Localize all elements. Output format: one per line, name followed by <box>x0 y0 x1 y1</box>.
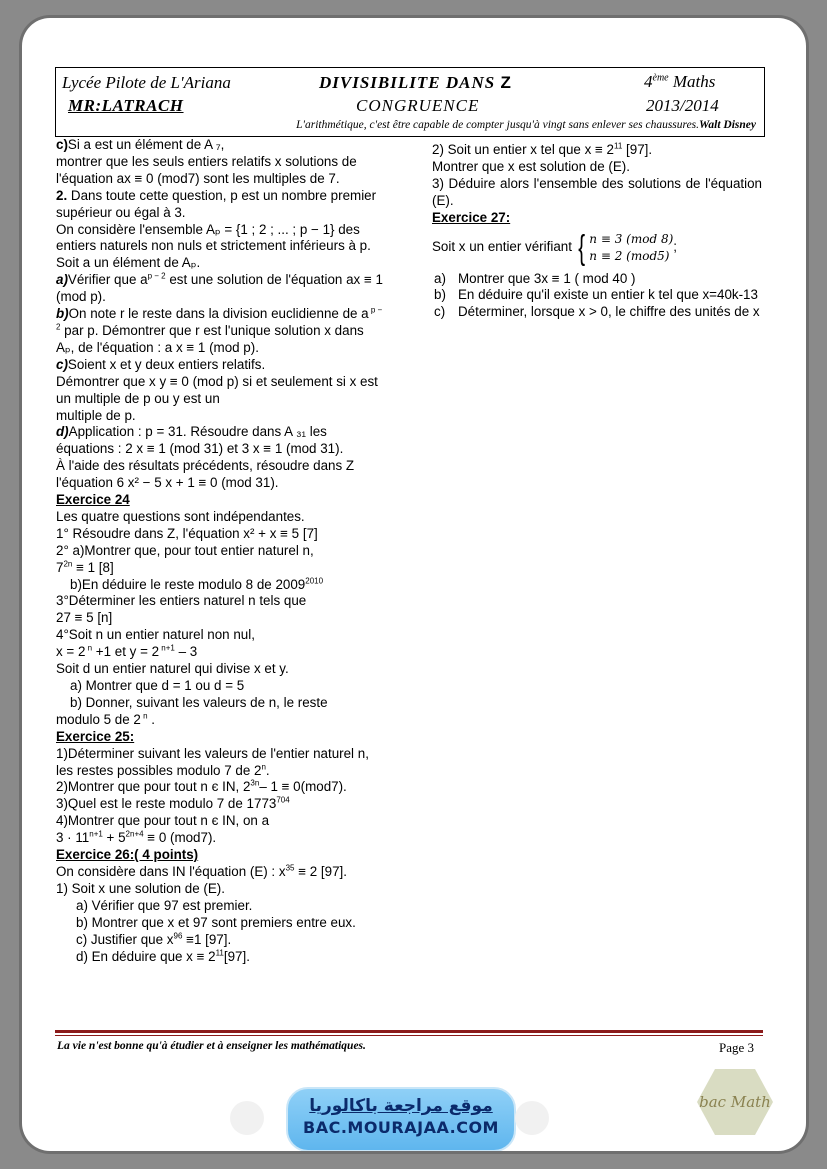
label: d) <box>56 424 69 440</box>
title-text: DIVISIBILITE DANS <box>319 73 496 92</box>
text-line: b) Montrer que x et 97 sont premiers entre eux. <box>76 914 356 930</box>
banner-arabic: موقع مراجعة باكالوريا <box>309 1096 493 1116</box>
text: ≡ 0 (mod7). <box>143 830 217 846</box>
document-header <box>55 67 765 137</box>
text: 3 · 11 <box>56 830 90 846</box>
school-name: Lycée Pilote de L'Ariana <box>62 73 231 92</box>
text-line <box>56 712 384 729</box>
system-intro: Soit x un entier vérifiant <box>432 239 572 255</box>
text-line <box>56 644 384 661</box>
text: ≡1 [97]. <box>182 931 232 947</box>
text-line: Les quatre questions sont indépendantes. <box>56 508 305 524</box>
left-brace-icon: { <box>578 228 586 267</box>
label: b) <box>56 306 69 322</box>
bac-math-badge-icon <box>695 1067 775 1137</box>
document-title <box>319 73 512 93</box>
text-line: l'équation ax ≡ 0 (mod7) sont les multiples de 7. <box>56 170 340 186</box>
page-sheet <box>22 18 806 1151</box>
text-line <box>56 949 384 966</box>
grade-label <box>644 72 715 92</box>
label: 2. <box>56 187 68 203</box>
text-line <box>56 357 384 374</box>
text-line: 3) Déduire alors l'ensemble des solutions de l'équation (E). <box>432 175 762 208</box>
sup: 3n <box>250 778 260 788</box>
footer-divider-thin <box>55 1035 763 1036</box>
sup: 704 <box>276 795 290 805</box>
text: [97]. <box>223 948 250 964</box>
sup: p − 2 <box>147 271 166 281</box>
text-line <box>56 796 384 813</box>
text: – 1 ≡ 0(mod7). <box>259 779 347 795</box>
document-subtitle: CONGRUENCE <box>356 96 480 115</box>
header-quote <box>296 119 756 131</box>
item-text: En déduire qu'il existe un entier k tel que x=40k-13 <box>458 287 758 303</box>
badge-text: bac Math <box>699 1093 771 1111</box>
text: Si a est un élément de A ₇, <box>67 137 225 152</box>
text: On note r le reste dans la division euclidienne de a <box>68 306 369 322</box>
text: +1 et y = 2 <box>92 644 160 660</box>
grade-subject: Maths <box>672 72 716 91</box>
teacher-name: MR:LATRACH <box>68 96 184 115</box>
text-line: Soit d un entier naturel qui divise x et y. <box>56 661 289 677</box>
text-line: a) Vérifier que 97 est premier. <box>76 897 253 913</box>
text-line <box>56 306 384 357</box>
quote-text: L'arithmétique, c'est être capable de compter jusqu'à vingt sans enlever ses chaussures. <box>296 119 700 131</box>
school-year: 2013/2014 <box>646 96 719 115</box>
text: c) Justifier que x <box>76 931 174 947</box>
left-column <box>56 137 384 965</box>
text: x = 2 <box>56 644 86 660</box>
sup: n <box>85 643 93 653</box>
text: 1)Déterminer suivant les valeurs de l'entier naturel n, les restes possibles modulo 7 de 2 <box>56 745 369 778</box>
text-line: 1) Soit x une solution de (E). <box>56 880 225 896</box>
text: d) En déduire que x ≡ 2 <box>76 948 216 964</box>
sup: n <box>261 762 266 772</box>
text: 2) Soit un entier x tel que x ≡ 2 <box>432 142 614 157</box>
list-item <box>432 304 762 321</box>
text-line: b) Donner, suivant les valeurs de n, le reste <box>70 694 328 710</box>
exercise-25-title: Exercice 25: <box>56 728 135 744</box>
exercise-24-title: Exercice 24 <box>56 492 130 508</box>
system-eq-2: n ≡ 2 (mod5) <box>589 248 670 263</box>
text-line <box>56 932 384 949</box>
system-equations <box>589 231 673 265</box>
sup: 11 <box>215 948 224 958</box>
label: c) <box>56 356 68 372</box>
text-line: On considère l'ensemble Aₚ = {1 ; 2 ; ... ; p − 1} des entiers naturels non nuls et strictement inférieurs à p. <box>56 221 371 254</box>
system-end: ; <box>673 239 677 255</box>
text-line: Soit a un élément de Aₚ. <box>56 255 201 271</box>
sup: 2n+4 <box>125 829 144 839</box>
sup: n+1 <box>159 643 175 653</box>
text-line <box>56 864 384 881</box>
text: 7 <box>56 559 64 575</box>
text: + 5 <box>102 830 126 846</box>
text: – 3 <box>174 644 198 660</box>
text: Vérifier que a <box>67 272 148 288</box>
text-line: 27 ≡ 5 [n] <box>56 610 113 626</box>
label: c) <box>56 137 68 152</box>
text: Application : p = 31. Résoudre dans A ₃₁ les équations : 2 x ≡ 1 (mod 31) et 3 x ≡ 1 (mod 31). <box>56 424 344 457</box>
grade-sup: ème <box>652 72 669 84</box>
sup: 96 <box>173 931 183 941</box>
text: Dans toute cette question, p est un nombre premier supérieur ou égal à 3. <box>56 187 377 220</box>
footer-divider <box>55 1030 763 1033</box>
text: ≡ 1 [8] <box>72 559 114 575</box>
title-z: Z <box>500 73 512 92</box>
text-line <box>56 560 384 577</box>
sup: p − 2 <box>56 305 383 332</box>
banner-url: BAC.MOURAJAA.COM <box>303 1118 499 1137</box>
label: a) <box>56 272 68 288</box>
text-line: À l'aide des résultats précédents, résoudre dans Z l'équation 6 x² − 5 x + 1 ≡ 0 (mod 31). <box>56 458 355 491</box>
exercise-27-title: Exercice 27: <box>432 209 511 225</box>
text-line <box>56 188 384 222</box>
text-line: 2° a)Montrer que, pour tout entier naturel n, <box>56 542 314 558</box>
text: b)En déduire le reste modulo 8 de 2009 <box>70 576 306 592</box>
text-line <box>56 424 384 458</box>
item-label: a) <box>434 270 446 286</box>
text: 2)Montrer que pour tout n є IN, 2 <box>56 779 251 795</box>
item-label: c) <box>434 304 446 320</box>
grade-num: 4 <box>644 72 653 91</box>
sup: 35 <box>285 863 295 873</box>
footer-quote: La vie n'est bonne qu'à étudier et à enseigner les mathématiques. <box>57 1040 366 1052</box>
exercise-27-list <box>432 271 762 322</box>
sup: 2010 <box>305 576 324 586</box>
text-line <box>56 746 384 780</box>
text: [97]. <box>622 142 653 157</box>
text-line: montrer que les seuls entiers relatifs x solutions de <box>56 153 357 169</box>
system-eq-1: n ≡ 3 (mod 8) <box>589 231 674 246</box>
text-line: 1° Résoudre dans Z, l'équation x² + x ≡ 5 [7] <box>56 525 318 541</box>
list-item <box>432 271 762 288</box>
list-item <box>432 287 762 304</box>
site-logo-icon <box>230 1101 264 1135</box>
text-line <box>56 272 384 306</box>
text-line: Montrer que x est solution de (E). <box>432 158 630 174</box>
text: par p. Démontrer que r est l'unique solution x dans Aₚ, de l'équation : a x ≡ 1 (mod p). <box>56 322 364 355</box>
text: . <box>147 711 155 727</box>
text: est une solution de l'équation ax ≡ 1 (mod p). <box>56 272 383 305</box>
sup: 11 <box>614 141 623 151</box>
item-text: Montrer que 3x ≡ 1 ( mod 40 ) <box>458 270 636 286</box>
text-line: 4)Montrer que pour tout n є IN, on a <box>56 813 270 829</box>
text-line: Démontrer que x y ≡ 0 (mod p) si et seulement si x est un multiple de p ou y est un <box>56 373 378 406</box>
sup: n+1 <box>89 829 103 839</box>
sup: 2n <box>63 559 73 569</box>
item-text: Déterminer, lorsque x > 0, le chiffre des unités de x <box>458 304 760 320</box>
text-line <box>56 137 384 154</box>
text-line <box>56 830 384 847</box>
right-column <box>432 142 762 321</box>
text-line <box>432 142 762 159</box>
text: On considère dans IN l'équation (E) : x <box>56 863 286 879</box>
text-line <box>56 779 384 796</box>
text-line: 4°Soit n un entier naturel non nul, <box>56 627 255 643</box>
page-number: Page 3 <box>719 1040 755 1055</box>
site-banner-link[interactable] <box>286 1087 516 1151</box>
text-line <box>56 577 384 594</box>
text-line: multiple de p. <box>56 407 136 423</box>
sup: n <box>140 711 148 721</box>
text: modulo 5 de 2 <box>56 711 141 727</box>
text: 3)Quel est le reste modulo 7 de 1773 <box>56 796 277 812</box>
text-line: 3°Déterminer les entiers naturel n tels que <box>56 593 307 609</box>
text: ≡ 2 [97]. <box>294 863 347 879</box>
text: . <box>265 762 270 778</box>
exercise-26-title: Exercice 26:( 4 points) <box>56 847 199 863</box>
congruence-system <box>432 228 762 267</box>
text-line: a) Montrer que d = 1 ou d = 5 <box>70 678 245 693</box>
item-label: b) <box>434 287 446 303</box>
text: Soient x et y deux entiers relatifs. <box>67 356 266 372</box>
site-logo-icon <box>515 1101 549 1135</box>
quote-author: Walt Disney <box>699 119 756 131</box>
